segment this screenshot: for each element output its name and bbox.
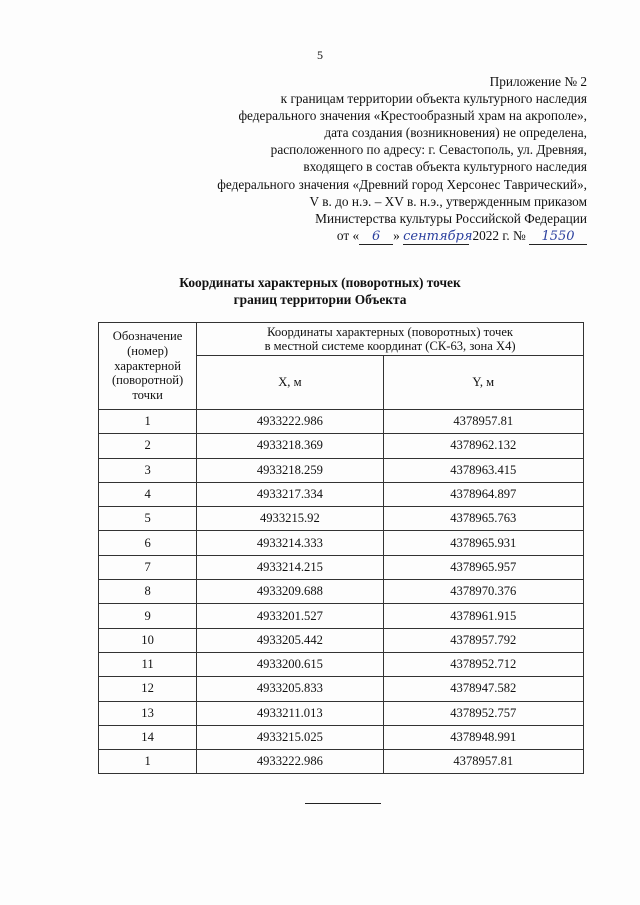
annex-line: дата создания (возникновения) не определена,: [324, 125, 587, 141]
table-row: [99, 531, 584, 555]
order-number-blank: [529, 229, 587, 245]
y-coordinate-cell: 4378963.415: [383, 458, 583, 482]
title-line-1: Координаты характерных (поворотных) точек: [179, 275, 461, 290]
point-number-cell: 13: [99, 701, 197, 725]
header-coordinates-group: [197, 323, 584, 356]
y-coordinate-cell: 4378957.792: [383, 628, 583, 652]
table-row: [99, 725, 584, 749]
header-y: Y, м: [383, 356, 583, 410]
header-group-line-2: в местной системе координат (СК-63, зона X4): [264, 339, 516, 353]
y-coordinate-cell: 4378957.81: [383, 410, 583, 434]
point-number-cell: 8: [99, 580, 197, 604]
header-x: X, м: [197, 356, 383, 410]
title-line-2: границ территории Объекта: [233, 291, 407, 307]
order-number-handwritten: 1550: [541, 228, 575, 244]
coordinates-table: [98, 322, 584, 774]
order-day-blank: [359, 229, 393, 245]
annex-line: Министерства культуры Российской Федерации: [315, 210, 587, 226]
table-row: [99, 555, 584, 579]
order-year-text: 2022 г. №: [472, 227, 526, 243]
table-row: [99, 458, 584, 482]
table-row: [99, 628, 584, 652]
point-number-cell: 7: [99, 555, 197, 579]
y-coordinate-cell: 4378948.991: [383, 725, 583, 749]
order-prefix: от «: [336, 227, 360, 243]
point-number-cell: 12: [99, 677, 197, 701]
order-month-blank: [403, 228, 473, 245]
coordinates-table-body: [99, 410, 584, 774]
x-coordinate-cell: 4933222.986: [197, 410, 383, 434]
y-coordinate-cell: 4378952.757: [383, 701, 583, 725]
table-row: [99, 701, 584, 725]
table-row: [99, 482, 584, 506]
x-coordinate-cell: 4933214.215: [197, 555, 383, 579]
x-coordinate-cell: 4933200.615: [197, 652, 383, 676]
table-row: [99, 677, 584, 701]
point-number-cell: 5: [99, 507, 197, 531]
order-date-line: [127, 227, 587, 245]
x-coordinate-cell: 4933211.013: [197, 701, 383, 725]
order-quote-close: »: [393, 227, 400, 243]
y-coordinate-cell: 4378965.763: [383, 507, 583, 531]
point-number-cell: 14: [99, 725, 197, 749]
y-coordinate-cell: 4378961.915: [383, 604, 583, 628]
header-designation: Обозначение (номер) характерной (поворотной) точки: [99, 323, 197, 410]
annex-line: входящего в состав объекта культурного наследия: [303, 159, 587, 175]
x-coordinate-cell: 4933218.259: [197, 458, 383, 482]
y-coordinate-cell: 4378965.957: [383, 555, 583, 579]
point-number-cell: 4: [99, 482, 197, 506]
y-coordinate-cell: 4378952.712: [383, 652, 583, 676]
table-row: [99, 434, 584, 458]
y-coordinate-cell: 4378965.931: [383, 531, 583, 555]
footer-rule: [305, 803, 381, 804]
y-coordinate-cell: 4378964.897: [383, 482, 583, 506]
point-number-cell: 11: [99, 652, 197, 676]
point-number-cell: 2: [99, 434, 197, 458]
x-coordinate-cell: 4933214.333: [197, 531, 383, 555]
x-coordinate-cell: 4933205.833: [197, 677, 383, 701]
table-row: [99, 410, 584, 434]
order-day-handwritten: 6: [372, 228, 381, 244]
point-number-cell: 3: [99, 458, 197, 482]
table-row: [99, 580, 584, 604]
y-coordinate-cell: 4378947.582: [383, 677, 583, 701]
y-coordinate-cell: 4378957.81: [383, 750, 583, 774]
annex-line: федерального значения «Древний город Херсонес Таврический»,: [217, 176, 587, 192]
y-coordinate-cell: 4378970.376: [383, 580, 583, 604]
x-coordinate-cell: 4933217.334: [197, 482, 383, 506]
x-coordinate-cell: 4933215.025: [197, 725, 383, 749]
point-number-cell: 9: [99, 604, 197, 628]
table-row: [99, 604, 584, 628]
point-number-cell: 6: [99, 531, 197, 555]
order-month-handwritten: сентября: [403, 228, 473, 244]
annex-line: к границам территории объекта культурного наследия: [280, 91, 587, 107]
x-coordinate-cell: 4933205.442: [197, 628, 383, 652]
x-coordinate-cell: 4933222.986: [197, 750, 383, 774]
table-row: [99, 750, 584, 774]
annex-line: федерального значения «Крестообразный храм на акрополе»,: [238, 108, 587, 124]
y-coordinate-cell: 4378962.132: [383, 434, 583, 458]
page-number: 5: [317, 48, 323, 62]
table-row: [99, 507, 584, 531]
annex-line: расположенного по адресу: г. Севастополь, ул. Древняя,: [270, 142, 587, 158]
point-number-cell: 1: [99, 750, 197, 774]
x-coordinate-cell: 4933218.369: [197, 434, 383, 458]
x-coordinate-cell: 4933209.688: [197, 580, 383, 604]
annex-line: Приложение № 2: [489, 74, 587, 89]
point-number-cell: 10: [99, 628, 197, 652]
annex-header: [127, 73, 587, 245]
x-coordinate-cell: 4933215.92: [197, 507, 383, 531]
header-group-line-1: Координаты характерных (поворотных) точек: [267, 324, 514, 339]
annex-line: V в. до н.э. – XV в. н.э., утвержденным приказом: [309, 193, 587, 209]
document-title: [0, 275, 640, 308]
table-row: [99, 652, 584, 676]
x-coordinate-cell: 4933201.527: [197, 604, 383, 628]
point-number-cell: 1: [99, 410, 197, 434]
